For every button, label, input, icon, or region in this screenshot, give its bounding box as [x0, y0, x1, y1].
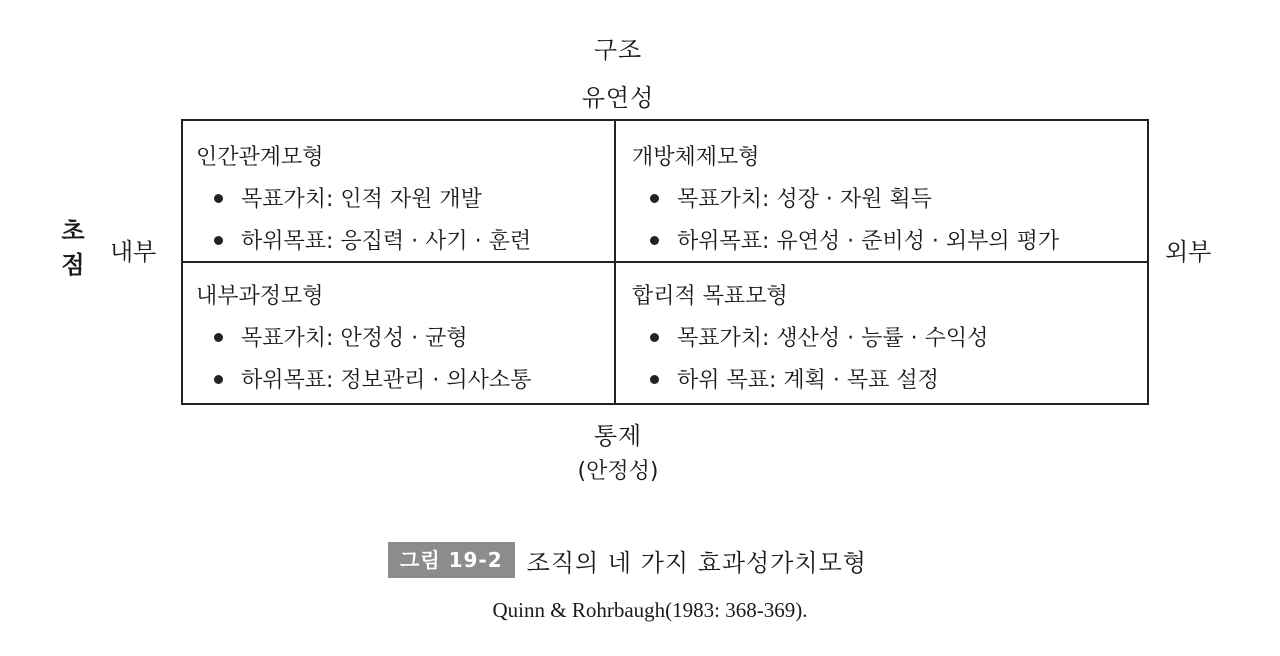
- list-item: [632, 318, 988, 360]
- bullet-icon: [650, 375, 659, 384]
- quadrant-internal-process: [196, 276, 531, 402]
- list-item: [196, 221, 531, 263]
- bullet-icon: [214, 236, 223, 245]
- figure-number-badge: 그림 19-2: [388, 542, 515, 578]
- list-item: [196, 179, 531, 221]
- list-item: [632, 360, 988, 402]
- bullet-icon: [650, 333, 659, 342]
- quadrant-open-system: [632, 137, 1059, 263]
- sub-goal-text: 하위목표: 정보관리 · 의사소통: [241, 368, 532, 393]
- bullet-icon: [214, 194, 223, 203]
- goal-value-text: 목표가치: 생산성 · 능률 · 수익성: [677, 326, 989, 351]
- bullet-icon: [650, 194, 659, 203]
- list-item: [632, 221, 1059, 263]
- figure-caption: [388, 542, 867, 578]
- bullet-icon: [214, 333, 223, 342]
- quadrant-human-relations: [196, 137, 531, 263]
- bullet-icon: [650, 236, 659, 245]
- axis-left-title-char: 초: [61, 217, 85, 245]
- quadrant-rational-goal: [632, 276, 988, 402]
- sub-goal-text: 하위목표: 응집력 · 사기 · 훈련: [241, 229, 532, 254]
- axis-left-title-char: 점: [61, 251, 85, 279]
- goal-value-text: 목표가치: 안정성 · 균형: [241, 326, 468, 351]
- axis-bottom-title: 통제: [593, 422, 643, 450]
- axis-top-title: 구조: [593, 36, 643, 64]
- bullet-icon: [214, 375, 223, 384]
- list-item: [196, 360, 531, 402]
- quadrant-title: 인간관계모형: [196, 145, 324, 170]
- axis-left-title: [56, 214, 90, 282]
- list-item: [196, 318, 531, 360]
- sub-goal-text: 하위 목표: 계획 · 목표 설정: [677, 368, 939, 393]
- goal-value-text: 목표가치: 성장 · 자원 획득: [677, 187, 932, 212]
- sub-goal-text: 하위목표: 유연성 · 준비성 · 외부의 평가: [677, 229, 1060, 254]
- list-item: [632, 179, 1059, 221]
- quadrant-title: 합리적 목표모형: [632, 284, 788, 309]
- figure-title: 조직의 네 가지 효과성가치모형: [526, 548, 867, 577]
- quadrant-title: 내부과정모형: [196, 284, 324, 309]
- axis-bottom-value: (안정성): [577, 459, 659, 484]
- quadrant-title: 개방체제모형: [632, 145, 760, 170]
- figure-source: Quinn & Rohrbaugh(1983: 368-369).: [492, 598, 808, 622]
- axis-left-value: 내부: [110, 238, 157, 266]
- axis-right-value: 외부: [1165, 238, 1212, 266]
- axis-top-value: 유연성: [581, 84, 655, 112]
- goal-value-text: 목표가치: 인적 자원 개발: [241, 187, 482, 212]
